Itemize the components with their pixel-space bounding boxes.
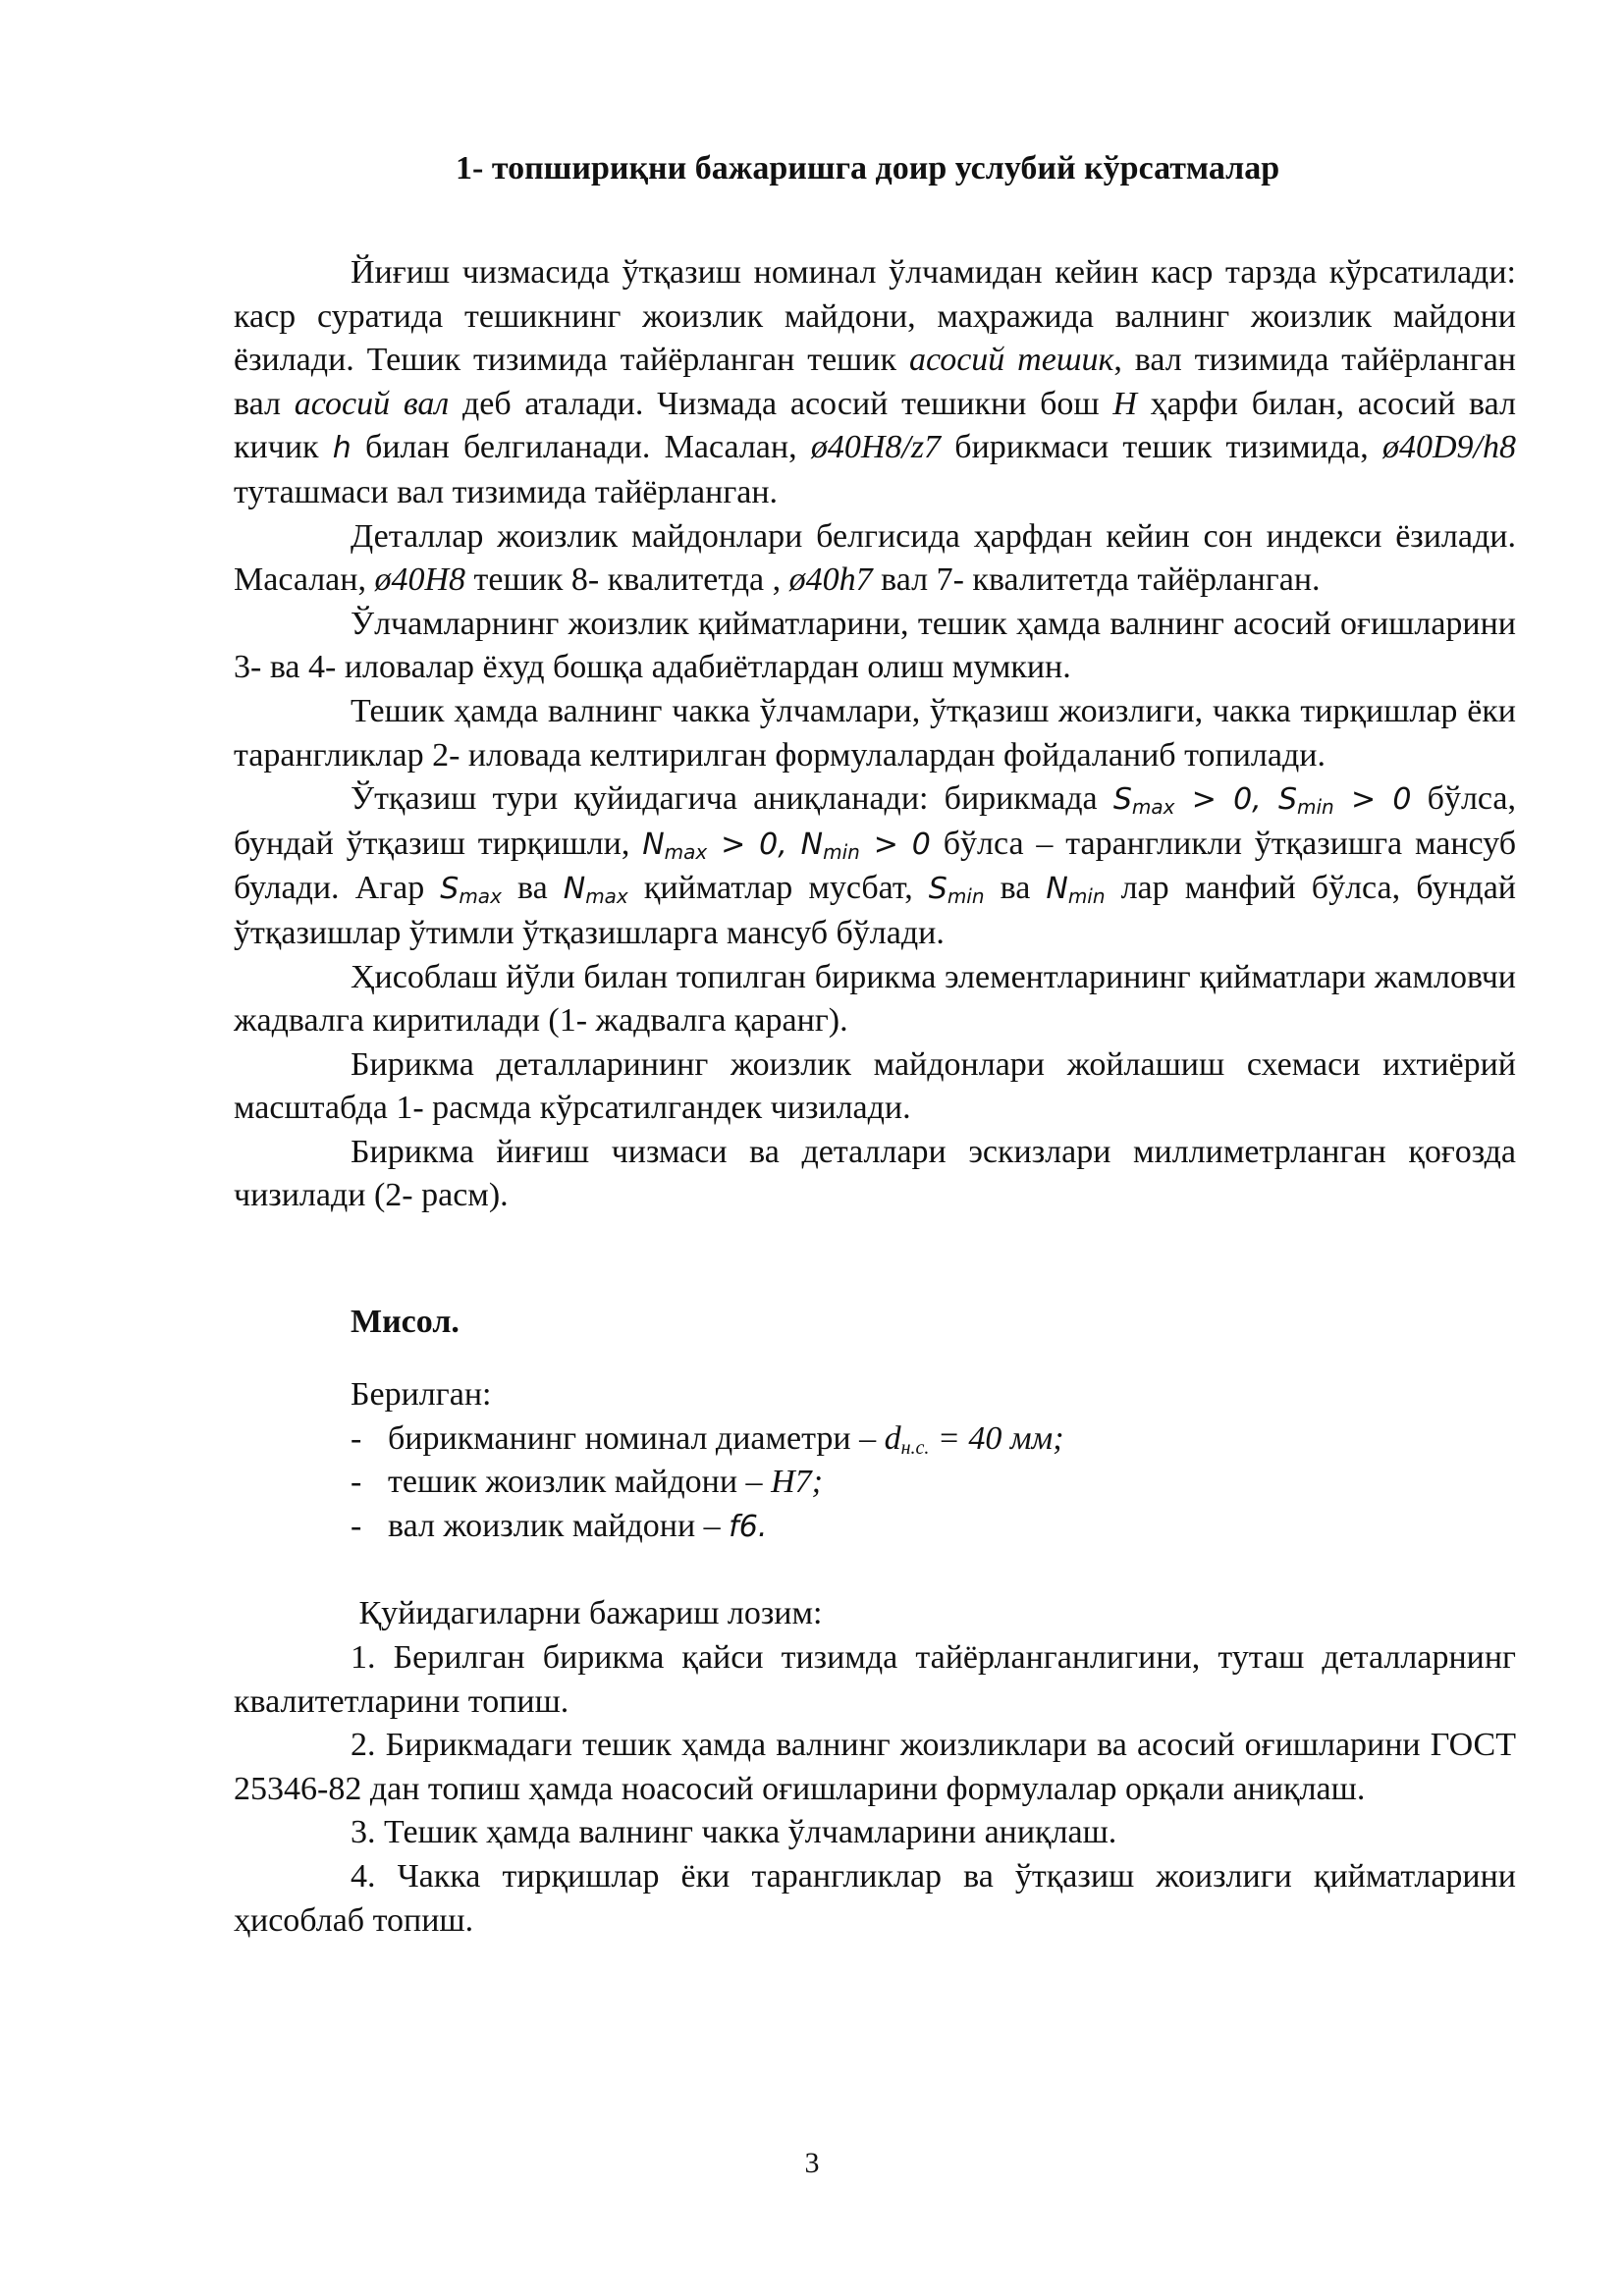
paragraph-3: Ўлчамларнинг жоизлик қийматларини, тешик ҳамда валнинг асосий оғишларини 3- ва 4- иловалар ёхуд бошқа адабиётлардан олиш мумкин. [234,605,1516,686]
symbol-subscript: max [459,884,502,909]
symbol-h: h [332,431,352,466]
italic-term: асосий вал [294,385,450,422]
text-run: лар манфий бўлса, бундай ўтқазишлар ўтимли ўтқазишларга мансуб бўлади. [234,870,1516,951]
symbol-subscript: min [823,839,860,864]
text-run: Йиғиш чизмасида ўтқазиш номинал ўлчамидан кейин каср тарзда кўрсатилади: каср суратида тешикнинг жоизлик майдони, маҳражида валнинг жоизлик майдони ёзилади. Тешик тизимида тайёрланган тешик [234,254,1516,379]
paragraph-7: Бирикма деталларининг жоизлик майдонлари жойлашиш схемаси ихтиёрий масштабда 1- расмда кўрсатилгандек чизилади. [234,1045,1516,1127]
text-run: > 0 [859,827,931,862]
symbol-subscript: min [947,884,985,909]
text-run: ва [501,870,564,907]
text-run: ва [984,870,1047,907]
text-run: ҳарфи билан, асосий вал кичик [234,385,1517,466]
dash-marker: - [351,1507,362,1544]
text-run: , вал тизимида тайёрланган вал [234,342,1516,422]
item-text: вал жоизлик майдони – [388,1507,730,1544]
paragraph-4: Тешик ҳамда валнинг чакка ўлчамлари, ўтқазиш жоизлиги, чакка тирқишлар ёки тарангликлар 2- иловада келтирилган формулалардан фойдаланиб топилади. [234,692,1516,774]
dash-marker: - [351,1419,362,1457]
symbol-letter: S [440,872,460,907]
text-run: билан белгиланади. Масалан, [351,429,811,466]
page-title: 1- топшириқни бажаришга доир услубий кўрсатмалар [456,150,1280,187]
text-run: бўлса, бундай ўтқазиш тирқишли, [234,780,1517,862]
given-label: Берилган: [351,1376,492,1414]
dash-marker: - [351,1464,362,1501]
symbol-n-max-2 [563,872,628,909]
symbol-letter: S [928,872,947,907]
tasks-label: Қуйидагиларни бажариш лозим: [351,1595,823,1632]
text-run: > 0, [707,827,801,862]
symbol-letter: S [1277,782,1298,818]
task-1: 1. Берилган бирикма қайси тизимда тайёрланганлигини, туташ деталларнинг квалитетларини топиш. [234,1639,1516,1720]
symbol-letter: N [642,827,665,862]
item-text: тешик жоизлик майдони – [388,1464,772,1501]
symbol-subscript: max [585,884,628,909]
example-heading: Мисол. [351,1304,460,1341]
symbol-subscript: max [1131,795,1175,820]
item-value: = 40 мм; [929,1419,1064,1457]
text-run: бирикмаси тешик тизимида, [941,429,1382,466]
symbol-subscript: min [1297,795,1334,820]
document-page [234,147,1516,1943]
paragraph-2 [234,515,1516,603]
symbol-letter: N [1046,872,1068,907]
paragraph-8: Бирикма йиғиш чизмаси ва деталлари эскизлари миллиметрланган қоғозда чизилади (2- расм). [234,1133,1516,1214]
symbol-subscript: min [1067,884,1106,909]
given-item-2 [234,1461,1516,1505]
task-2: 2. Бирикмадаги тешик ҳамда валнинг жоизликлари ва асосий оғишларини ГОСТ 25346-82 дан топиш ҳамда ноасосий оғишларини формулалар орқали аниқлаш. [234,1727,1516,1807]
text-run: > 0, [1174,782,1278,818]
text-run: туташмаси вал тизимида тайёрланган. [234,473,779,510]
item-subscript: н.с. [900,1436,930,1459]
symbol-s-max [1112,782,1412,820]
text-run: > 0 [1333,782,1412,818]
item-value: d [884,1419,901,1457]
paragraph-6: Ҳисоблаш йўли билан топилган бирикма элементларининг қийматлари жамловчи жадвалга киритилади (1- жадвалга қаранг). [234,958,1516,1040]
tolerance-designation: ø40h7 [788,561,873,599]
given-item-3 [234,1505,1516,1550]
paragraph-5 [234,777,1516,955]
item-value: Н7; [771,1464,823,1501]
text-run: қийматлар мусбат, [627,870,929,907]
symbol-s-min [928,872,985,909]
tolerance-designation: ø40H8 [374,561,466,599]
item-value: f6. [729,1509,768,1544]
symbol-letter: N [800,827,824,862]
fit-designation: ø40H8/z7 [810,429,942,466]
symbol-n-max [642,828,931,862]
symbol-letter: N [563,872,586,907]
text-run: деб аталади. Чизмада асосий тешикни бош [449,385,1113,422]
text-run: тешик 8- квалитетда , [465,561,789,599]
italic-term: асосий тешик [908,342,1114,379]
text-run: вал 7- квалитетда тайёрланган. [872,561,1321,599]
text-run: Ўтқазиш тури қуйидагича аниқланади: бирикмада [351,780,1113,818]
paragraph-1 [234,251,1516,515]
task-4: 4. Чакка тирқишлар ёки тарангликлар ва ўтқазиш жоизлиги қийматларини ҳисоблаб топиш. [234,1858,1516,1939]
task-3: 3. Тешик ҳамда валнинг чакка ўлчамларини аниқлаш. [351,1814,1117,1851]
text-run: Деталлар жоизлик майдонлари белгисида ҳарфдан кейин сон индекси ёзилади. Масалан, [234,517,1516,599]
symbol-letter: S [1112,782,1132,818]
page-number: 3 [804,2147,820,2179]
given-item-1 [234,1417,1516,1462]
symbol-subscript: max [664,839,708,864]
symbol-n-min [1046,872,1106,909]
symbol-s-max-2 [440,872,502,909]
item-text: бирикманинг номинал диаметри – [388,1419,885,1457]
fit-designation: ø40D9/h8 [1382,429,1516,466]
symbol-H: Н [1112,385,1137,422]
text-run: бўлса – тарангликли ўтқазишга мансуб булади. Агар [234,825,1517,907]
